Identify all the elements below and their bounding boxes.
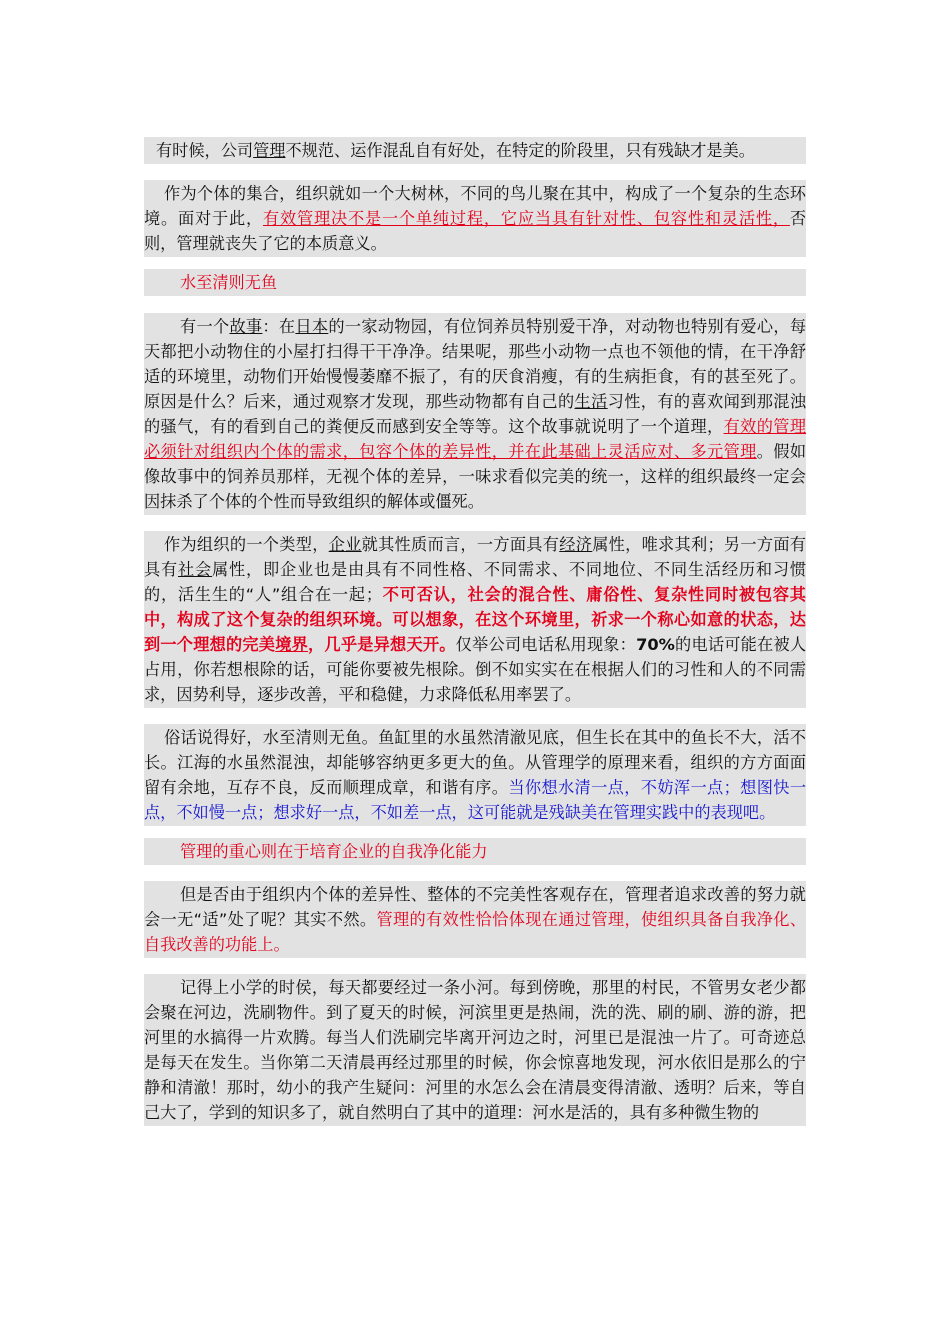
text-run: 否则，管理就丧失了它的本质意义。 bbox=[144, 209, 807, 254]
paragraph-river-memory bbox=[144, 974, 806, 1126]
link-realm[interactable]: 境界 bbox=[275, 634, 309, 654]
highlight-blue: 当你想水清一点，不妨浑一点；想图快一点，不如慢一点；想求好一点，不如差一点，这可能就是残缺美在管理实践中的表现吧。 bbox=[144, 777, 807, 822]
paragraph-proverb bbox=[144, 724, 806, 826]
highlight-red: 管理的有效性恰恰体现在通过管理，使组织具备自我净化、自我改善的功能上。 bbox=[144, 910, 807, 955]
text-run: 的电话可能在被人占用，你若想根除的话，可能你要被先根除。倒不如实实在在根据人们的习性和人的不同需求，因势利导，逐步改善，平和稳健，力求降低私用率罢了。 bbox=[144, 634, 807, 704]
paragraph-zoo-story bbox=[144, 313, 806, 515]
link-story[interactable]: 故事 bbox=[229, 316, 263, 336]
text-run: 作为组织的一个类型， bbox=[164, 534, 329, 554]
link-enterprise[interactable]: 企业 bbox=[328, 534, 362, 554]
text-run: 属性，唯求其利；另一方面有具有 bbox=[144, 534, 806, 579]
link-society[interactable]: 社会 bbox=[178, 559, 212, 579]
text-run: 的一家动物园，有位饲养员特别爱干净，对动物也特别有爱心，每天都把小动物住的小屋打扫得干干净净。结果呢，那些小动物一点也不领他的情，在干净舒适的环境里，动物们开始慢慢萎靡不振了，有的厌食消瘦，有的生病拒食，有的甚至死了。原因是什么？后来，通过观察才发现，那些动物都有自己的 bbox=[144, 316, 807, 411]
document-page bbox=[144, 121, 806, 1126]
paragraph-enterprise bbox=[144, 531, 806, 708]
percentage-value: 70% bbox=[636, 634, 675, 654]
text-run: 不规范、运作混乱自有好处，在特定的阶段里，只有残缺才是美。 bbox=[285, 141, 755, 161]
link-life[interactable]: 生活 bbox=[574, 391, 608, 411]
text-run: 作为个体的集合，组织就如一个大树林，不同的鸟儿聚在其中，构成了一个复杂的生态环境。面对于此， bbox=[144, 184, 806, 229]
text-run: 。假如像故事中的饲养员那样，无视个体的差异，一味求看似完美的统一，这样的组织最终一定会因抹杀了个体的个性而导致组织的解体或僵死。 bbox=[144, 441, 807, 511]
section-heading-2: 管理的重心则在于培育企业的自我净化能力 bbox=[144, 838, 806, 865]
text-run: 但是否由于组织内个体的差异性、整体的不完美性客观存在，管理者追求改善的努力就会一无“适”处了呢？其实不然。 bbox=[144, 885, 806, 930]
section-heading-1: 水至清则无鱼 bbox=[144, 269, 806, 296]
text-run: 属性，即企业也是由具有不同性格、不同需求、不同地位、不同生活经历和习惯的，活生生的“人”组合在一起； bbox=[144, 559, 807, 604]
text-run: 俗话说得好，水至清则无鱼。鱼缸里的水虽然清澈见底，但生长在其中的鱼长不大，活不长。江海的水虽然混浊，却能够容纳更多更大的鱼。从管理学的原理来看，组织的方方面面留有余地，互存不良，反而顺理成章，和谐有序。 bbox=[144, 727, 806, 797]
text-run: 习性，有的喜欢闻到那混浊的骚气，有的看到自己的粪便反而感到安全等等。这个故事就说明了一个道理， bbox=[144, 391, 807, 436]
text-run: 记得上小学的时侯，每天都要经过一条小河。每到傍晚，那里的村民，不管男女老少都会聚在河边，洗刷物件。到了夏天的时候，河滨里更是热闹，洗的洗、刷的刷、游的游，把河里的水搞得一片欢腾。每当人们洗刷完毕离开河边之时，河里已是混浊一片了。可奇迹总是每天在发生。当你第二天清晨再经过那里的时候，你会惊喜地发现，河水依旧是那么的宁静和清澈！那时，幼小的我产生疑问：河里的水怎么会在清晨变得清澈、透明？后来，等自己大了，学到的知识多了，就自然明白了其中的道理：河水是活的，具有多种微生物的 bbox=[144, 978, 806, 1123]
highlight-red-underlined: 有效管理决不是一个单纯过程，它应当具有针对性、包容性和灵活性， bbox=[262, 209, 790, 229]
highlight-red-underlined: 有效的管理必须针对组织内个体的需求，包容个体的差异性，并在此基础上灵活应对、多元管理 bbox=[144, 416, 807, 461]
highlight-red-bold: 不可否认，社会的混合性、庸俗性、复杂性同时被包容其中，构成了这个复杂的组织环境。可以想象，在这个环境里，祈求一个称心如意的状态，达到一个理想的完美 bbox=[144, 584, 806, 654]
text-run: 有时候，公司 bbox=[156, 141, 254, 161]
paragraph-intro bbox=[144, 137, 806, 164]
highlight-red-bold: ，几乎是异想天开。 bbox=[308, 634, 456, 654]
text-run: ：在 bbox=[262, 316, 296, 336]
paragraph-organization bbox=[144, 180, 806, 257]
text-run: 就其性质而言，一方面具有 bbox=[361, 534, 560, 554]
link-management[interactable]: 管理 bbox=[253, 141, 286, 161]
text-run: 有一个 bbox=[180, 316, 230, 336]
link-economy[interactable]: 经济 bbox=[559, 534, 593, 554]
paragraph-effectiveness bbox=[144, 881, 806, 958]
link-japan[interactable]: 日本 bbox=[295, 316, 329, 336]
text-run: 仅举公司电话私用现象： bbox=[455, 634, 637, 654]
